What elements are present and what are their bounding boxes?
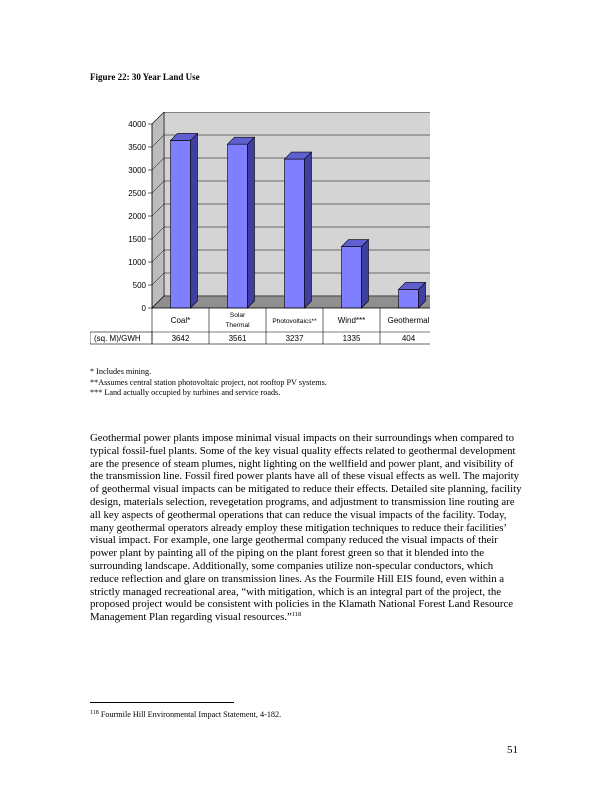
data-table-value: 404 — [401, 334, 416, 343]
land-use-bar-chart — [90, 112, 430, 352]
bar-front — [171, 140, 191, 308]
y-tick-label: 4000 — [128, 120, 146, 129]
y-tick-label: 0 — [141, 304, 146, 313]
page-number: 51 — [507, 744, 518, 756]
data-table-value: 3237 — [285, 334, 304, 343]
category-label: Solar — [229, 312, 246, 319]
series-name-label: (sq. M)/GWH — [94, 334, 141, 343]
note-wind: *** Land actually occupied by turbines and service roads. — [90, 388, 281, 397]
body-paragraph-text: Geothermal power plants impose minimal visual impacts on their surroundings when compared to typical fossil-fuel plants. Some of the key visual quality effects related to geothermal development are the presence of steam plumes, night lighting on the wellfield and power plant, and visibility of the transmission line. Fossil fired power plants have all of these visual effects as well. The majority of geothermal visual impacts can be mitigated to reduce their effects. Detailed site planning, facility design, materials selection, revegetation programs, and adjustment to transmission line routing are all key aspects of geothermal operations that can reduce the visual impacts of the facility. Today, many geothermal operators already employ these mitigation techniques to reduce their facilities’ visual impact. For example, one large geothermal company reduced the visual impacts of their power plant by painting all of the piping on the plant forest green so that it blended into the surrounding landscape. Additionally, some companies utilize non-specular conductors, which reduce reflection and glare on transmission lines. As the Fourmile Hill EIS found, even within a strictly managed recreational area, “with mitigation, which is an integral part of the project, the proposed project would be consistent with policies in the Klamath National Forest Land Resource Management Plan regarding visual resources.” — [90, 432, 522, 624]
bar-front — [399, 289, 419, 308]
category-label: Thermal — [225, 322, 250, 329]
footnote-reference: 118 — [291, 611, 302, 619]
footnote-number: 118 — [90, 710, 99, 716]
y-tick-label: 500 — [132, 281, 146, 290]
y-tick-label: 3000 — [128, 166, 146, 175]
y-tick-label: 2000 — [128, 212, 146, 221]
bar-side — [248, 137, 255, 308]
note-mining: * Includes mining. — [90, 367, 152, 376]
bar-side — [362, 240, 369, 308]
category-label: Geothermal — [387, 316, 430, 325]
data-table-value: 3642 — [171, 334, 190, 343]
category-label: Wind*** — [337, 316, 366, 325]
data-table-value: 3561 — [228, 334, 247, 343]
bar-side — [305, 152, 312, 308]
body-paragraph — [90, 432, 522, 624]
category-label: Photovoltaics** — [272, 318, 317, 325]
data-table-value: 1335 — [342, 334, 361, 343]
bar-front — [285, 159, 305, 308]
y-tick-label: 3500 — [128, 143, 146, 152]
y-tick-label: 1000 — [128, 258, 146, 267]
y-tick-label: 2500 — [128, 189, 146, 198]
y-tick-label: 1500 — [128, 235, 146, 244]
note-photovoltaic: **Assumes central station photovoltaic project, not rooftop PV systems. — [90, 377, 327, 387]
chart-notes — [90, 367, 327, 399]
bar-front — [228, 144, 248, 308]
footnote — [90, 710, 281, 719]
figure-title: Figure 22: 30 Year Land Use — [90, 72, 200, 82]
footnote-text: Fourmile Hill Environmental Impact Statement, 4-182. — [100, 710, 282, 719]
bar-side — [191, 133, 198, 308]
category-label: Coal* — [170, 316, 191, 325]
bar-front — [342, 247, 362, 308]
footnote-divider — [90, 702, 234, 703]
